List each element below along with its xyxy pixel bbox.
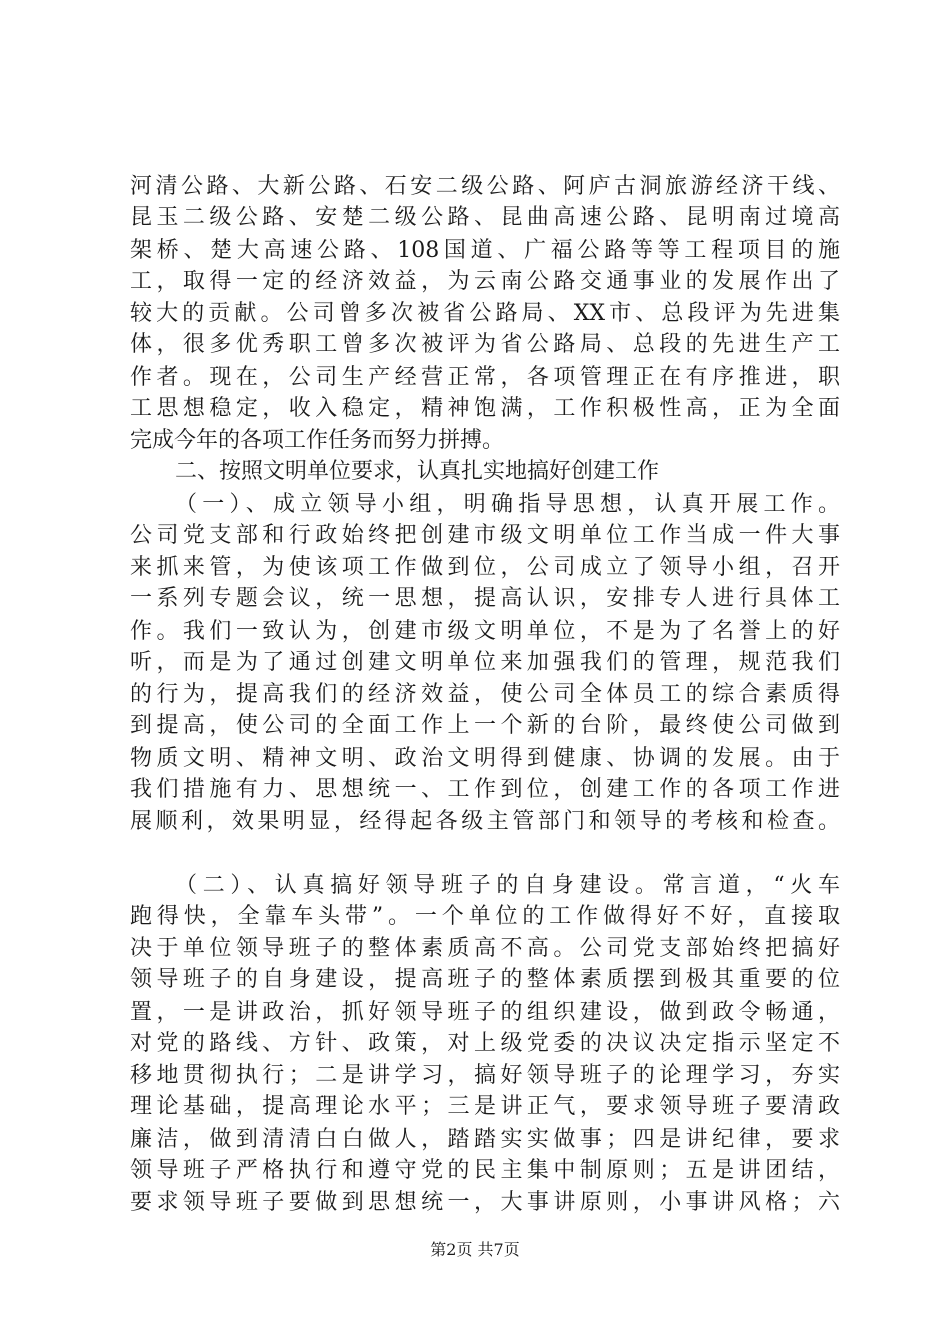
paragraph-last-line: 完成今年的各项工作任务而努力拼搏。	[130, 428, 505, 453]
text-line: 作。我们一致认为，创建市级文明单位，不是为了名誉上的好	[130, 619, 840, 644]
text-line: 置，一是讲政治，抓好领导班子的组织建设，做到政令畅通，	[130, 1000, 840, 1025]
text-line: 来抓来管，为使该项工作做到位，公司成立了领导小组，召开	[130, 555, 840, 580]
text-line: 领导班子严格执行和遵守党的民主集中制原则；五是讲团结，	[130, 1158, 840, 1183]
text-line: 决于单位领导班子的整体素质高不高。公司党支部始终把搞好	[130, 936, 840, 961]
text-line: 要求领导班子要做到思想统一，大事讲原则，小事讲风格；六	[130, 1190, 840, 1215]
text-line: 河清公路、大新公路、石安二级公路、阿庐古洞旅游经济干线、	[130, 174, 840, 199]
text-line: 一系列专题会议，统一思想，提高认识，安排专人进行具体工	[130, 586, 840, 611]
subsection-heading: （一）、成立领导小组，明确指导思想，认真开展工作。	[175, 492, 840, 517]
text-line: 我们措施有力、思想统一、工作到位，创建工作的各项工作进	[130, 777, 840, 802]
subsection-heading: 二、按照文明单位要求，认真扎实地搞好创建工作	[175, 459, 660, 484]
text-line: 对党的路线、方针、政策，对上级党委的决议决定指示坚定不	[130, 1031, 840, 1056]
text-line: 到提高，使公司的全面工作上一个新的台阶，最终使公司做到	[130, 713, 840, 738]
page-footer: 第2页 共7页	[430, 1240, 520, 1259]
text-line: 的行为，提高我们的经济效益，使公司全体员工的综合素质得	[130, 682, 840, 707]
text-line: 物质文明、精神文明、政治文明得到健康、协调的发展。由于	[130, 746, 840, 771]
text-line: 移地贯彻执行；二是讲学习，搞好领导班子的论理学习，夯实	[130, 1063, 840, 1088]
subsection-heading: （二）、认真搞好领导班子的自身建设。常言道，“火车	[175, 873, 840, 898]
text-line: 理论基础，提高理论水平；三是讲正气，要求领导班子要清政	[130, 1094, 840, 1119]
text-line: 较大的贡献。公司曾多次被省公路局、XX市、总段评为先进集	[130, 301, 840, 326]
text-line: 作者。现在，公司生产经营正常，各项管理正在有序推进，职	[130, 365, 840, 390]
text-line: 廉洁，做到清清白白做人，踏踏实实做事；四是讲纪律，要求	[130, 1127, 840, 1152]
text-line: 跑得快，全靠车头带”。一个单位的工作做得好不好，直接取	[130, 904, 840, 929]
text-line: 体，很多优秀职工曾多次被评为省公路局、总段的先进生产工	[130, 332, 840, 357]
text-line: 工思想稳定，收入稳定，精神饱满，工作积极性高，正为全面	[130, 396, 840, 421]
text-line: 工，取得一定的经济效益，为云南公路交通事业的发展作出了	[130, 269, 840, 294]
text-line: 领导班子的自身建设，提高班子的整体素质摆到极其重要的位	[130, 967, 840, 992]
text-line: 公司党支部和行政始终把创建市级文明单位工作当成一件大事	[130, 523, 840, 548]
paragraph-last-line: 展顺利，效果明显，经得起各级主管部门和领导的考核和检查。	[130, 809, 840, 834]
text-line: 昆玉二级公路、安楚二级公路、昆曲高速公路、昆明南过境高	[130, 205, 840, 230]
text-line: 架桥、楚大高速公路、108国道、广福公路等等工程项目的施	[130, 238, 840, 263]
text-line: 听，而是为了通过创建文明单位来加强我们的管理，规范我们	[130, 650, 840, 675]
